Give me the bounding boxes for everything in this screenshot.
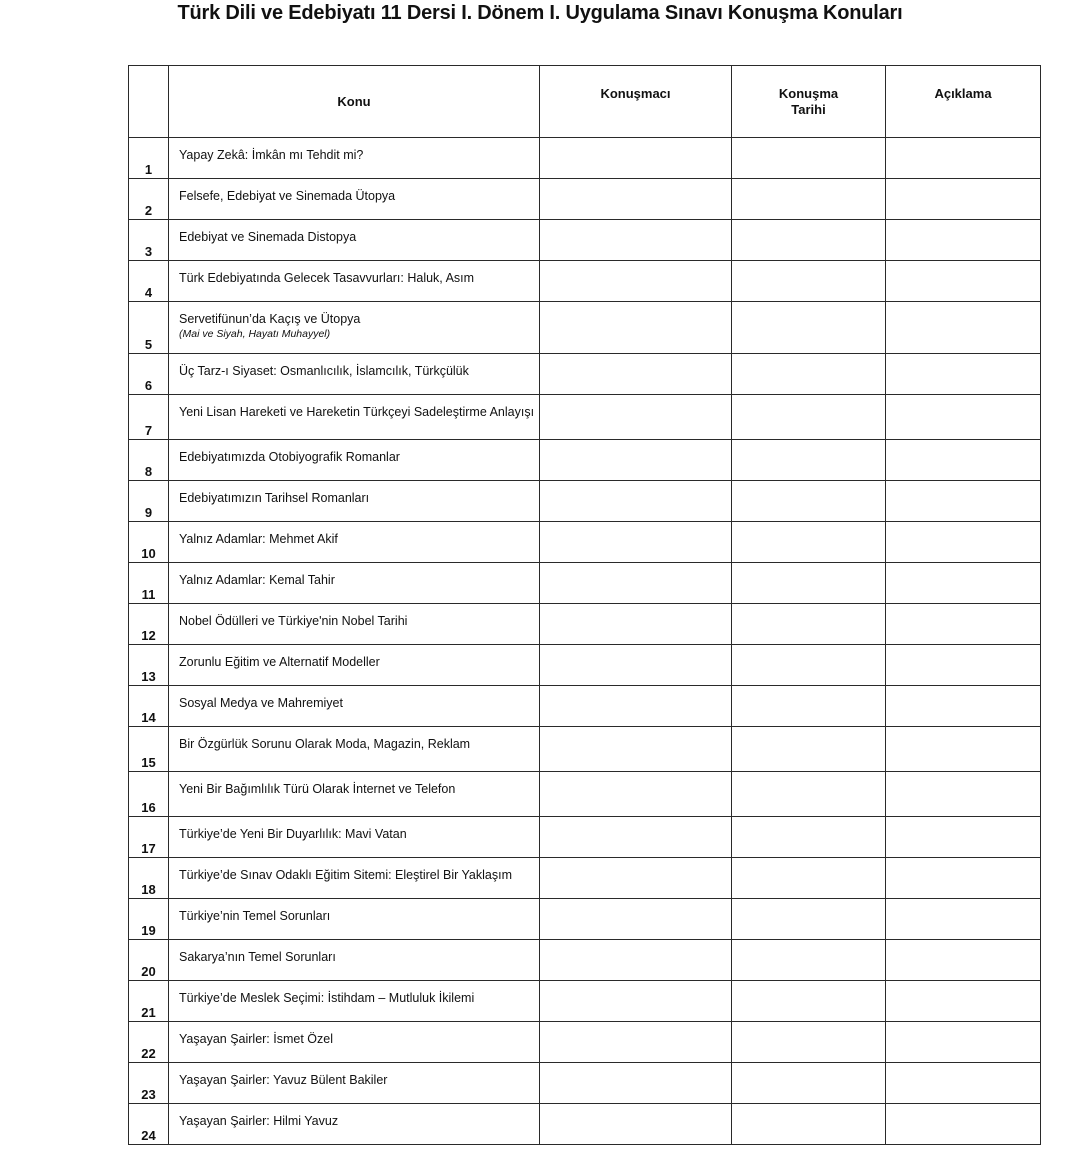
row-number: 6 (129, 354, 169, 395)
topic-cell (169, 138, 540, 179)
topic-text: Türkiye’de Meslek Seçimi: İstihdam – Mutluluk İkilemi (179, 991, 475, 1005)
topic-column-header: Konu (169, 66, 540, 138)
table-row (129, 354, 1041, 395)
topic-cell (169, 522, 540, 563)
page-title: Türk Dili ve Edebiyatı 11 Dersi I. Dönem I. Uygulama Sınavı Konuşma Konuları (177, 2, 903, 24)
topic-text: Yeni Bir Bağımlılık Türü Olarak İnternet ve Telefon (179, 782, 456, 796)
speaker-cell[interactable] (540, 395, 732, 440)
topics-table (128, 65, 1041, 1145)
note-cell[interactable] (886, 899, 1041, 940)
topic-cell (169, 1022, 540, 1063)
note-cell[interactable] (886, 395, 1041, 440)
row-number: 17 (129, 817, 169, 858)
note-cell[interactable] (886, 440, 1041, 481)
note-cell[interactable] (886, 261, 1041, 302)
table-row (129, 772, 1041, 817)
speaker-cell[interactable] (540, 772, 732, 817)
date-cell[interactable] (732, 302, 886, 354)
row-number: 21 (129, 981, 169, 1022)
topic-cell (169, 354, 540, 395)
speaker-cell[interactable] (540, 981, 732, 1022)
topic-cell (169, 1104, 540, 1145)
date-cell[interactable] (732, 899, 886, 940)
row-number: 18 (129, 858, 169, 899)
speaker-cell[interactable] (540, 604, 732, 645)
topic-text: Türkiye’nin Temel Sorunları (179, 909, 331, 923)
table-row (129, 686, 1041, 727)
date-cell[interactable] (732, 354, 886, 395)
table-row (129, 981, 1041, 1022)
row-number: 13 (129, 645, 169, 686)
note-cell[interactable] (886, 1022, 1041, 1063)
note-cell[interactable] (886, 604, 1041, 645)
topic-text: Türkiye’de Sınav Odaklı Eğitim Sitemi: Eleştirel Bir Yaklaşım (179, 868, 512, 882)
topic-cell (169, 563, 540, 604)
table-row (129, 481, 1041, 522)
topic-cell (169, 645, 540, 686)
speaker-cell[interactable] (540, 1104, 732, 1145)
table-row (129, 817, 1041, 858)
topic-cell (169, 220, 540, 261)
topic-text: Bir Özgürlük Sorunu Olarak Moda, Magazin, Reklam (179, 737, 471, 751)
date-cell[interactable] (732, 138, 886, 179)
topic-cell (169, 481, 540, 522)
date-cell[interactable] (732, 727, 886, 772)
note-cell[interactable] (886, 858, 1041, 899)
topics-table-body (129, 138, 1041, 1145)
date-cell[interactable] (732, 1022, 886, 1063)
topic-cell (169, 858, 540, 899)
table-row (129, 645, 1041, 686)
speaker-cell[interactable] (540, 563, 732, 604)
table-row (129, 220, 1041, 261)
topic-text: Sakarya’nın Temel Sorunları (179, 950, 336, 964)
row-number: 2 (129, 179, 169, 220)
speaker-cell[interactable] (540, 645, 732, 686)
table-row (129, 899, 1041, 940)
date-cell[interactable] (732, 686, 886, 727)
note-column-header: Açıklama (886, 66, 1041, 138)
row-number: 4 (129, 261, 169, 302)
note-cell[interactable] (886, 481, 1041, 522)
speaker-cell[interactable] (540, 138, 732, 179)
note-cell[interactable] (886, 1104, 1041, 1145)
table-row (129, 563, 1041, 604)
date-cell[interactable] (732, 981, 886, 1022)
topic-cell (169, 395, 540, 440)
topic-cell (169, 261, 540, 302)
table-row (129, 440, 1041, 481)
topic-cell (169, 817, 540, 858)
topic-text: Edebiyat ve Sinemada Distopya (179, 230, 357, 244)
table-row (129, 522, 1041, 563)
topic-cell (169, 179, 540, 220)
topic-text: Zorunlu Eğitim ve Alternatif Modeller (179, 655, 380, 669)
speaker-cell[interactable] (540, 440, 732, 481)
speaker-cell[interactable] (540, 522, 732, 563)
speaker-cell[interactable] (540, 1022, 732, 1063)
topic-cell (169, 727, 540, 772)
row-number: 14 (129, 686, 169, 727)
date-cell[interactable] (732, 858, 886, 899)
topic-text: Yapay Zekâ: İmkân mı Tehdit mi? (179, 148, 364, 162)
speaker-cell[interactable] (540, 858, 732, 899)
row-number: 11 (129, 563, 169, 604)
row-number: 9 (129, 481, 169, 522)
date-cell[interactable] (732, 817, 886, 858)
row-number: 19 (129, 899, 169, 940)
topic-text: Yaşayan Şairler: Yavuz Bülent Bakiler (179, 1073, 388, 1087)
speaker-cell[interactable] (540, 899, 732, 940)
speaker-cell[interactable] (540, 261, 732, 302)
topic-text: Nobel Ödülleri ve Türkiye'nin Nobel Tarihi (179, 614, 408, 628)
note-cell[interactable] (886, 138, 1041, 179)
table-row (129, 138, 1041, 179)
topic-cell (169, 899, 540, 940)
date-cell[interactable] (732, 522, 886, 563)
speaker-cell[interactable] (540, 727, 732, 772)
topic-cell (169, 686, 540, 727)
topic-subtext: (Mai ve Siyah, Hayatı Muhayyel) (179, 328, 331, 340)
note-cell[interactable] (886, 686, 1041, 727)
note-cell[interactable] (886, 563, 1041, 604)
topic-text: Yaşayan Şairler: İsmet Özel (179, 1032, 333, 1046)
date-header-line1: Konuşma (778, 86, 839, 101)
note-cell[interactable] (886, 179, 1041, 220)
speaker-cell[interactable] (540, 1063, 732, 1104)
table-row (129, 940, 1041, 981)
topic-cell (169, 604, 540, 645)
header-row (129, 66, 1041, 138)
topic-text: Türkiye’de Yeni Bir Duyarlılık: Mavi Vatan (179, 827, 407, 841)
note-cell[interactable] (886, 1063, 1041, 1104)
table-row (129, 1063, 1041, 1104)
speaker-cell[interactable] (540, 481, 732, 522)
date-cell[interactable] (732, 772, 886, 817)
row-number: 8 (129, 440, 169, 481)
topic-text: Türk Edebiyatında Gelecek Tasavvurları: Haluk, Asım (179, 271, 475, 285)
topic-text: Yalnız Adamlar: Mehmet Akif (179, 532, 338, 546)
speaker-cell[interactable] (540, 686, 732, 727)
topic-text: Yaşayan Şairler: Hilmi Yavuz (179, 1114, 339, 1128)
table-row (129, 858, 1041, 899)
topic-text: Üç Tarz-ı Siyaset: Osmanlıcılık, İslamcılık, Türkçülük (179, 364, 469, 378)
table-row (129, 395, 1041, 440)
date-cell[interactable] (732, 220, 886, 261)
number-column-header (129, 66, 169, 138)
row-number: 10 (129, 522, 169, 563)
note-cell[interactable] (886, 940, 1041, 981)
date-cell[interactable] (732, 645, 886, 686)
note-cell[interactable] (886, 522, 1041, 563)
topic-text: Sosyal Medya ve Mahremiyet (179, 696, 343, 710)
note-cell[interactable] (886, 817, 1041, 858)
speaker-cell[interactable] (540, 817, 732, 858)
date-cell[interactable] (732, 440, 886, 481)
topic-text: Edebiyatımızda Otobiyografik Romanlar (179, 450, 400, 464)
speaker-cell[interactable] (540, 179, 732, 220)
note-cell[interactable] (886, 727, 1041, 772)
date-header-line2: Tarihi (791, 102, 826, 117)
topic-text: Yalnız Adamlar: Kemal Tahir (179, 573, 335, 587)
note-cell[interactable] (886, 302, 1041, 354)
row-number: 1 (129, 138, 169, 179)
date-cell[interactable] (732, 940, 886, 981)
table-row (129, 727, 1041, 772)
topic-cell (169, 940, 540, 981)
note-cell[interactable] (886, 220, 1041, 261)
speaker-column-header: Konuşmacı (540, 66, 732, 138)
row-number: 23 (129, 1063, 169, 1104)
row-number: 7 (129, 395, 169, 440)
table-row (129, 179, 1041, 220)
date-cell[interactable] (732, 563, 886, 604)
topic-cell (169, 1063, 540, 1104)
date-cell[interactable] (732, 261, 886, 302)
row-number: 22 (129, 1022, 169, 1063)
table-row (129, 1022, 1041, 1063)
table-row (129, 302, 1041, 354)
row-number: 5 (129, 302, 169, 354)
topic-cell (169, 440, 540, 481)
row-number: 3 (129, 220, 169, 261)
row-number: 15 (129, 727, 169, 772)
topic-text: Edebiyatımızın Tarihsel Romanları (179, 491, 370, 505)
note-cell[interactable] (886, 354, 1041, 395)
speaker-cell[interactable] (540, 220, 732, 261)
note-cell[interactable] (886, 981, 1041, 1022)
table-row (129, 261, 1041, 302)
topic-text: Felsefe, Edebiyat ve Sinemada Ütopya (179, 189, 396, 203)
speaker-cell[interactable] (540, 354, 732, 395)
row-number: 12 (129, 604, 169, 645)
topic-text: Yeni Lisan Hareketi ve Hareketin Türkçeyi Sadeleştirme Anlayışı (179, 405, 535, 419)
row-number: 24 (129, 1104, 169, 1145)
speaker-cell[interactable] (540, 940, 732, 981)
date-cell[interactable] (732, 604, 886, 645)
note-cell[interactable] (886, 645, 1041, 686)
date-cell[interactable] (732, 395, 886, 440)
date-cell[interactable] (732, 179, 886, 220)
topic-cell (169, 302, 540, 354)
table-row (129, 1104, 1041, 1145)
row-number: 20 (129, 940, 169, 981)
topic-cell (169, 981, 540, 1022)
row-number: 16 (129, 772, 169, 817)
topic-text: Servetifünun’da Kaçış ve Ütopya (179, 312, 361, 326)
date-column-header (732, 66, 886, 138)
date-cell[interactable] (732, 481, 886, 522)
date-cell[interactable] (732, 1104, 886, 1145)
note-cell[interactable] (886, 772, 1041, 817)
table-row (129, 604, 1041, 645)
topic-cell (169, 772, 540, 817)
date-cell[interactable] (732, 1063, 886, 1104)
speaker-cell[interactable] (540, 302, 732, 354)
